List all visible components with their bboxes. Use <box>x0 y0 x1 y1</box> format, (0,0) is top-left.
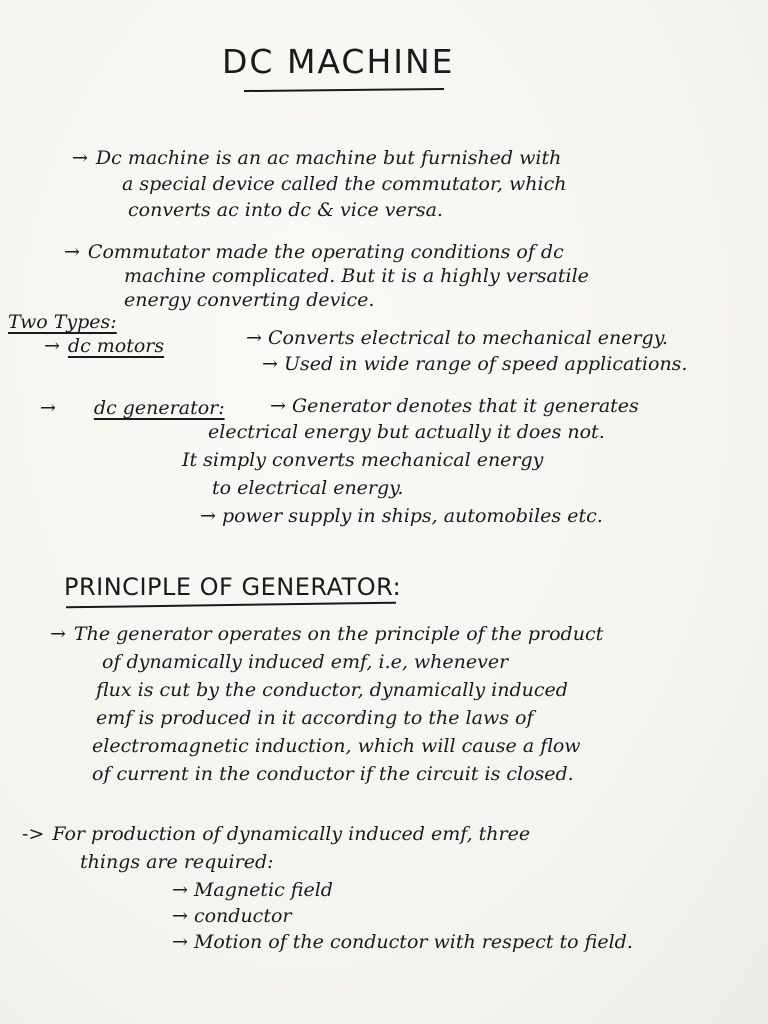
principle-line-6 <box>92 762 574 786</box>
generators-line-5: → power supply in ships, automobiles etc. <box>200 505 603 527</box>
requirement-item: → Magnetic field <box>172 879 333 901</box>
principle-line-4 <box>96 706 533 730</box>
types-label: Two Types: <box>8 311 117 333</box>
production-line-2: things are required: <box>80 851 274 873</box>
generators-line-3: It simply converts mechanical energy <box>182 449 544 471</box>
generators-line-1: → Generator denotes that it generates <box>270 395 639 417</box>
requirement-item: → conductor <box>172 905 292 927</box>
section-heading: PRINCIPLE OF GENERATOR: <box>64 573 402 601</box>
bullet-arrow-icon: → <box>40 397 56 419</box>
bullet-arrow-icon: → <box>44 335 60 357</box>
principle-text: flux is cut by the conductor, dynamically induced <box>96 679 568 701</box>
heading-underline <box>66 602 396 609</box>
intro-text: energy converting device. <box>124 289 375 311</box>
intro-line-2 <box>122 172 566 196</box>
intro-line-5 <box>124 264 589 288</box>
principle-line-3 <box>96 678 568 702</box>
intro-line-4 <box>64 240 564 264</box>
page-title: DC MACHINE <box>222 42 455 81</box>
intro-line-1 <box>72 146 561 170</box>
intro-text: machine complicated. But it is a highly versatile <box>124 265 589 287</box>
generators-row <box>40 396 225 420</box>
intro-text: Commutator made the operating conditions of dc <box>87 241 564 263</box>
motors-point-2: → Used in wide range of speed applications. <box>262 353 688 375</box>
generators-name: dc generator: <box>93 397 225 419</box>
principle-text: emf is produced in it according to the laws of <box>96 707 534 729</box>
intro-text: Dc machine is an ac machine but furnished with <box>95 147 562 169</box>
production-line-1 <box>22 822 530 846</box>
intro-text: converts ac into dc & vice versa. <box>128 199 443 221</box>
bullet-arrow-icon: → <box>64 241 80 263</box>
principle-text: of current in the conductor if the circuit is closed. <box>92 763 574 785</box>
motors-row <box>44 334 164 358</box>
principle-text: of dynamically induced emf, i.e, whenever <box>102 651 509 673</box>
principle-line-5 <box>92 734 581 758</box>
principle-text: The generator operates on the principle of the product <box>73 623 604 645</box>
intro-text: a special device called the commutator, which <box>122 173 567 195</box>
principle-line-1 <box>50 622 603 646</box>
title-underline <box>244 88 444 92</box>
principle-text: electromagnetic induction, which will cause a flow <box>92 735 581 757</box>
bullet-arrow-icon: → <box>50 623 66 645</box>
bullet-arrow-icon: -> <box>22 823 45 845</box>
production-text: For production of dynamically induced emf, three <box>52 823 531 845</box>
generators-line-4: to electrical energy. <box>212 477 404 499</box>
intro-line-3 <box>128 198 443 222</box>
principle-line-2 <box>102 650 508 674</box>
motors-point-1: → Converts electrical to mechanical energy. <box>246 327 668 349</box>
requirement-item: → Motion of the conductor with respect to field. <box>172 931 633 953</box>
motors-name: dc motors <box>67 335 165 357</box>
generators-line-2: electrical energy but actually it does not. <box>208 421 605 443</box>
intro-line-6 <box>124 288 374 312</box>
bullet-arrow-icon: → <box>72 147 88 169</box>
